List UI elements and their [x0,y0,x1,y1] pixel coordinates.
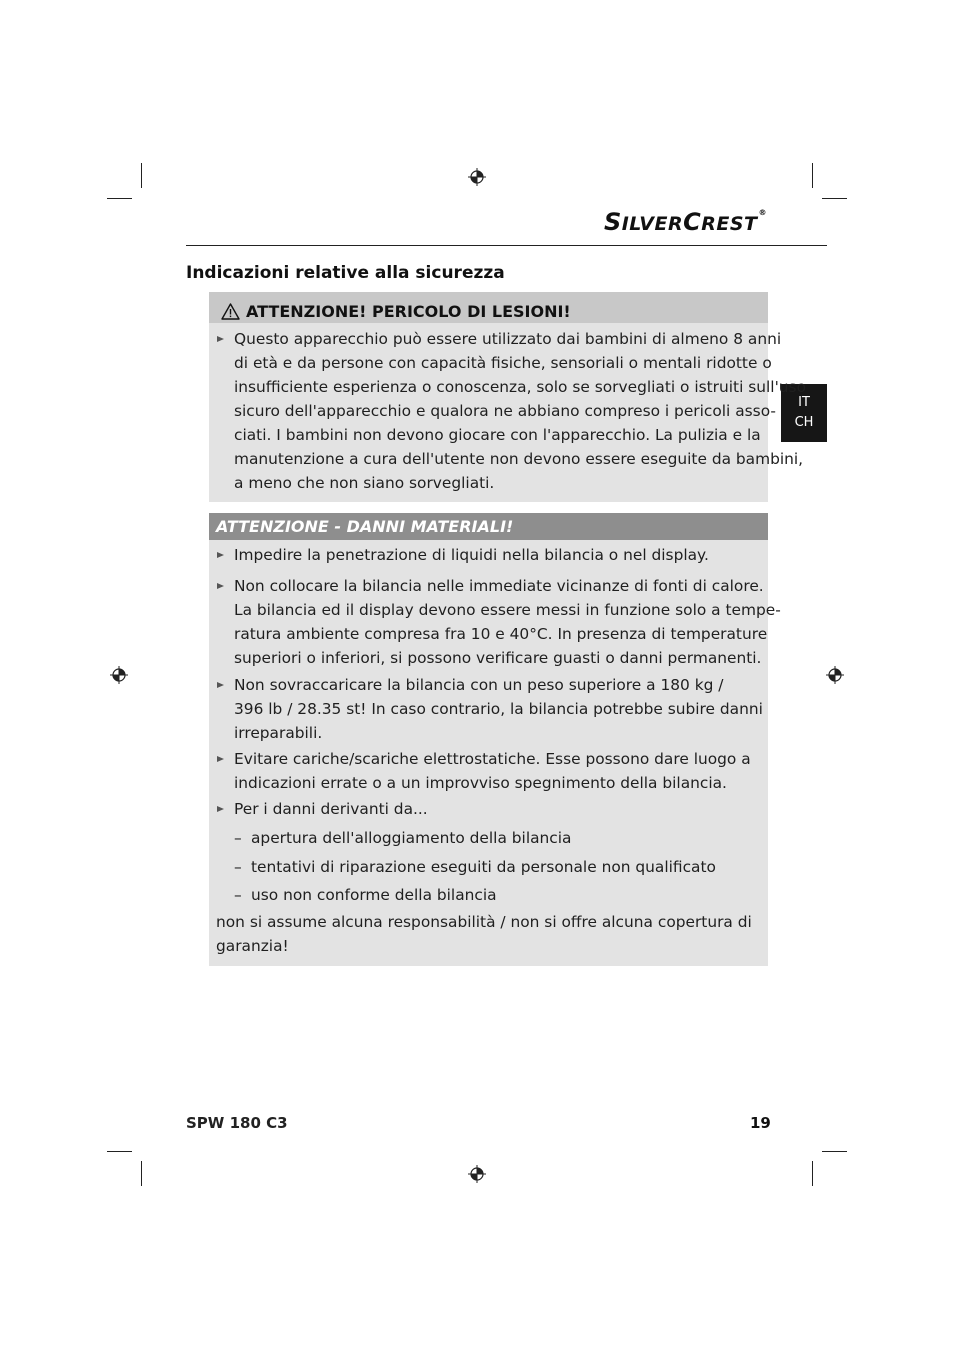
damage-heading: ATTENZIONE - DANNI MATERIALI! [209,513,768,540]
closing-line: non si assume alcuna responsabilità / non si offre alcuna copertura di [216,913,752,931]
crop-mark [107,198,132,199]
header-rule [186,245,827,246]
dash-marker: – [234,829,242,847]
crop-mark [141,163,142,188]
crop-mark [812,163,813,188]
sub-item: uso non conforme della bilancia [251,886,497,904]
warning-heading-text: ATTENZIONE! PERICOLO DI LESIONI! [246,301,571,321]
warning-triangle-icon [221,303,240,320]
sub-item: tentativi di riparazione eseguiti da personale non qualificato [251,858,716,876]
bullet-arrow-icon [217,806,224,812]
warning-line: sicuro dell'apparecchio e qualora ne abbiano compreso i pericoli asso- [234,402,776,420]
bullet-arrow-icon [217,552,224,558]
warning-line: Questo apparecchio può essere utilizzato dai bambini di almeno 8 anni [234,330,782,348]
damage-line: Evitare cariche/scariche elettrostatiche. Esse possono dare luogo a [234,750,751,768]
model-number: SPW 180 C3 [186,1114,288,1132]
damage-line: 396 lb / 28.35 st! In caso contrario, la bilancia potrebbe subire danni [234,700,763,718]
bullet-arrow-icon [217,682,224,688]
crop-mark [812,1161,813,1186]
closing-line: garanzia! [216,937,289,955]
registration-mark-icon [110,666,128,684]
damage-line: irreparabili. [234,724,323,742]
registration-mark-icon [468,168,486,186]
section-title: Indicazioni relative alla sicurezza [186,263,505,283]
warning-heading [209,292,768,323]
warning-line: ciati. I bambini non devono giocare con l'apparecchio. La pulizia e la [234,426,761,444]
dash-marker: – [234,886,242,904]
bullet-arrow-icon [217,336,224,342]
damage-line: Per i danni derivanti da... [234,800,428,818]
page-number: 19 [750,1114,771,1132]
crop-mark [141,1161,142,1186]
warning-line: manutenzione a cura dell'utente non devono essere eseguite da bambini, [234,450,804,468]
registration-mark-icon [826,666,844,684]
sub-item: apertura dell'alloggiamento della bilancia [251,829,572,847]
crop-mark [107,1151,132,1152]
damage-line: Non sovraccaricare la bilancia con un peso superiore a 180 kg / [234,676,724,694]
warning-line: insufficiente esperienza o conoscenza, solo se sorvegliati o istruiti sull'uso [234,378,806,396]
country-code: CH [794,415,814,430]
damage-line: Non collocare la bilancia nelle immediate vicinanze di fonti di calore. [234,577,764,595]
crop-mark [822,1151,847,1152]
damage-line: ratura ambiente compresa fra 10 e 40°C. In presenza di temperature [234,625,768,643]
damage-line: indicazioni errate o a un improvviso spegnimento della bilancia. [234,774,727,792]
dash-marker: – [234,858,242,876]
brand-logo: SILVERCREST® [603,208,767,236]
damage-line: superiori o inferiori, si possono verificare guasti o danni permanenti. [234,649,762,667]
registration-mark-icon [468,1165,486,1183]
crop-mark [822,198,847,199]
damage-line: La bilancia ed il display devono essere messi in funzione solo a tempe- [234,601,781,619]
bullet-arrow-icon [217,583,224,589]
warning-line: a meno che non siano sorvegliati. [234,474,495,492]
bullet-arrow-icon [217,756,224,762]
damage-line: Impedire la penetrazione di liquidi nella bilancia o nel display. [234,546,709,564]
warning-line: di età e da persone con capacità fisiche, sensoriali o mentali ridotte o [234,354,772,372]
language-code: IT [798,395,810,410]
